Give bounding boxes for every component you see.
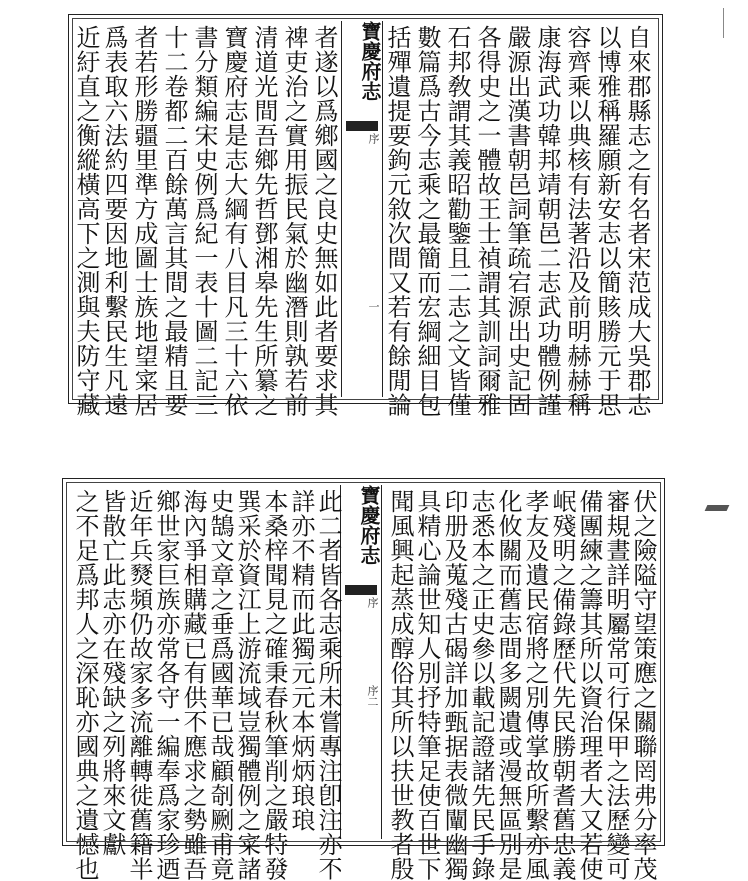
page-number: 一	[367, 301, 380, 312]
text-column: 爲表取六法約四要因地利繫民生凡遠	[100, 25, 128, 417]
text-column: 康海武功韓邦靖朝邑二志武功體例謹	[533, 25, 561, 417]
text-column: 石邦敎謂其義昭勸鑒且二志之文皆僅	[443, 25, 471, 417]
text-column: 聞風興起蒸成醇俗其所以扶世教者殷	[386, 489, 414, 881]
text-column: 數篇爲古今志乘之最簡而宏綱細目包	[413, 25, 441, 417]
text-column: 本桑梓聞見之確秉春秋筆削之嚴特發	[260, 489, 288, 881]
book-title-banner: 寶慶府志	[358, 21, 382, 101]
text-column: 孝友及遺民宿將之別傳掌故所繫亦風	[521, 489, 549, 881]
margin-mark	[705, 505, 730, 511]
text-column: 寶慶府志是志大綱有八目凡三十六依	[220, 25, 248, 417]
section-label: 序	[367, 133, 380, 144]
text-column: 巽采於資江上游流域豈獨體例之寀諸	[233, 489, 261, 881]
text-column: 化攸關而舊志間多闕遺或漫無區別是	[494, 489, 522, 881]
top-page	[68, 14, 663, 417]
text-column: 括殫遺提要鉤元敘次間又若有餘閒論	[383, 25, 411, 417]
text-column: 禆吏治之實用振民氣於幽潛則孰若前	[280, 25, 308, 417]
section-label: 序	[366, 597, 379, 608]
text-column: 此二者皆各志乘所未嘗專注卽注亦不	[314, 489, 342, 881]
margin-tick	[723, 8, 724, 38]
text-column: 近紆直之衡縱橫高下之測與夫防守藏	[72, 25, 100, 417]
text-column: 皆散亡此志亦在殘缺之列將來文獻	[98, 489, 126, 857]
text-column: 嚴源出漢書朝邑詞筆疏宕源出史記固	[503, 25, 531, 417]
text-column: 鄉世家巨族亦常各守一編奉爲家珍迺	[152, 489, 180, 881]
text-column: 以博雅稱羅願新安志以簡賅勝元于思	[593, 25, 621, 417]
text-column: 審規晝詳明屬常可行保甲之法歷變可	[602, 489, 630, 881]
text-column: 岷殘明之備錄歷代先民勝朝耆舊忠義	[548, 489, 576, 881]
text-column: 容齊乘以典核有法著沿及前明赫赫稱	[563, 25, 591, 417]
text-column: 志悉本之正史參以載記證諸先民手錄	[467, 489, 495, 881]
text-column: 具精心論世知人別抒特筆足使百世下	[413, 489, 441, 881]
fish-tail-mark	[345, 585, 377, 595]
center-fold	[340, 485, 382, 839]
text-column: 史鵠文章之垂爲國華已哉顧剞劂甫竟	[206, 489, 234, 881]
fish-tail-mark	[346, 121, 378, 131]
book-title-banner: 寶慶府志	[357, 485, 381, 565]
text-column: 各得史之一體故王士禎謂其訓詞爾雅	[473, 25, 501, 417]
bottom-page	[62, 478, 665, 881]
text-column: 備團練之籌其所以資治理者大又若使	[575, 489, 603, 881]
text-column: 印册及蒐殘古碣詳加甄据表微闡幽獨	[440, 489, 468, 881]
text-column: 者遂以爲鄉國之良史無如此者要求其	[310, 25, 338, 417]
text-column: 自來郡縣志之有名者宋范成大吳郡志	[623, 25, 651, 417]
text-column: 十二卷都二百餘萬言其間之最精且要	[160, 25, 188, 417]
text-column: 詳亦不精而此獨元元本炳炳琅琅	[287, 489, 315, 832]
text-column: 書分類編宋史例爲紀一表十圖二記三	[190, 25, 218, 417]
text-column: 海內爭相購藏已有供不應求之勢雖吾	[179, 489, 207, 881]
text-column: 之不足爲邦人之深恥亦國典之遺憾也	[71, 489, 99, 881]
text-column: 清道光間吾鄉先哲鄧湘皋先生所纂之	[250, 25, 278, 417]
page-number: 序二	[366, 685, 379, 707]
text-column: 伏之險隘守望策應之關聯罔弗分率茂	[629, 489, 657, 881]
text-column: 者若形勝疆里準方成圖士族地望寀居	[130, 25, 158, 417]
center-fold	[341, 21, 383, 397]
text-column: 近年兵燹頻仍故家多流離轉徙舊籍半	[125, 489, 153, 881]
